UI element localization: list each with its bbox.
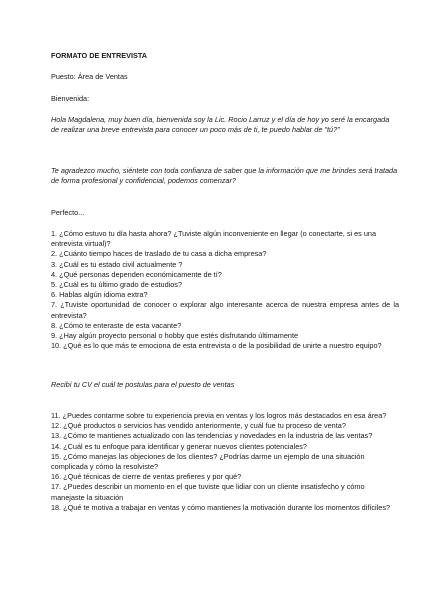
questions-list-part1 [51,229,399,351]
list-item: 2. ¿Cuánto tiempo haces de traslado de tu casa a dicha empresa? [51,249,267,259]
list-item: 11. ¿Puedes contarme sobre tu experiencia previa en ventas y los logros más destacados en esa área? [51,411,387,420]
list-item: 12. ¿Qué productos o servicios has vendido anteriormente, y cuál fue tu proceso de venta? [51,421,346,431]
list-item: 8. ¿Cómo te enteraste de esta vacante? [51,320,182,330]
list-item: 18. ¿Qué te motiva a trabajar en ventas y cómo mantienes la motivación durante los momentos difíciles? [51,502,391,512]
list-item: 13. ¿Cómo te mantienes actualizado con las tendencias y novedades en la industria de las ventas? [51,431,373,441]
perfect-line: Perfecto... [51,208,85,217]
list-item: 4. ¿Qué personas dependen económicamente de tí? [51,269,222,279]
position-line: Puesto: Área de Ventas [51,72,128,81]
cv-line: Recibí tu CV el cuál te postulas para el puesto de ventas [51,380,235,389]
list-item: 5. ¿Cuál es tu último grado de estudios? [51,280,183,290]
list-item: 6. Hablas algún idioma extra? [51,290,148,300]
questions-list-part2 [51,411,399,513]
list-item: 17. ¿Puedes describir un momento en el que tuviste que lidiar con un cliente insatisfecho y cómo manejaste la situación [51,482,365,502]
welcome-heading: Bienvenida: [51,94,90,103]
list-item: 9. ¿Hay algún proyecto personal o hobby que estés disfrutando últimamente [51,331,299,341]
list-item: 3. ¿Cuál es tu estado civil actualmente ? [51,259,183,269]
list-item: 7. ¿Tuviste oportunidad de conocer o explorar algo interesante acerca de nuestra empresa antes de la entrevista? [51,300,399,320]
list-item: 15. ¿Cómo manejas las objeciones de los clientes? ¿Podrías darme un ejemplo de una situación complicada y cómo la resolviste? [51,451,365,472]
intro-paragraph: Hola Magdalena, muy buen día, bienvenida soy la Lic. Rocio Larruz y el día de hoy yo seré la encargada de realizar una breve entrevista para conocer un poco más de ti, te puedo hablar de "tú?" [51,115,390,135]
document-title: FORMATO DE ENTREVISTA [51,51,148,60]
list-item: 10. ¿Qué es lo que más te emociona de esta entrevista o de la posibilidad de unirte a nuestro equipo? [51,341,382,351]
list-item: 1. ¿Cómo estuvo tu día hasta ahora? ¿Tuviste algún inconveniente en llegar (o conectarte, si es una entrevista virtual)? [51,229,377,249]
trust-paragraph: Te agradezco mucho, siéntete con toda confianza de saber que la información que me brindes será tratada de forma profesional y confidencial, podemos comenzar? [51,166,398,186]
list-item: 14. ¿Cuál es tu enfoque para identificar y generar nuevos clientes potenciales? [51,441,307,451]
list-item: 16. ¿Qué técnicas de cierre de ventas prefieres y por qué? [51,472,242,482]
